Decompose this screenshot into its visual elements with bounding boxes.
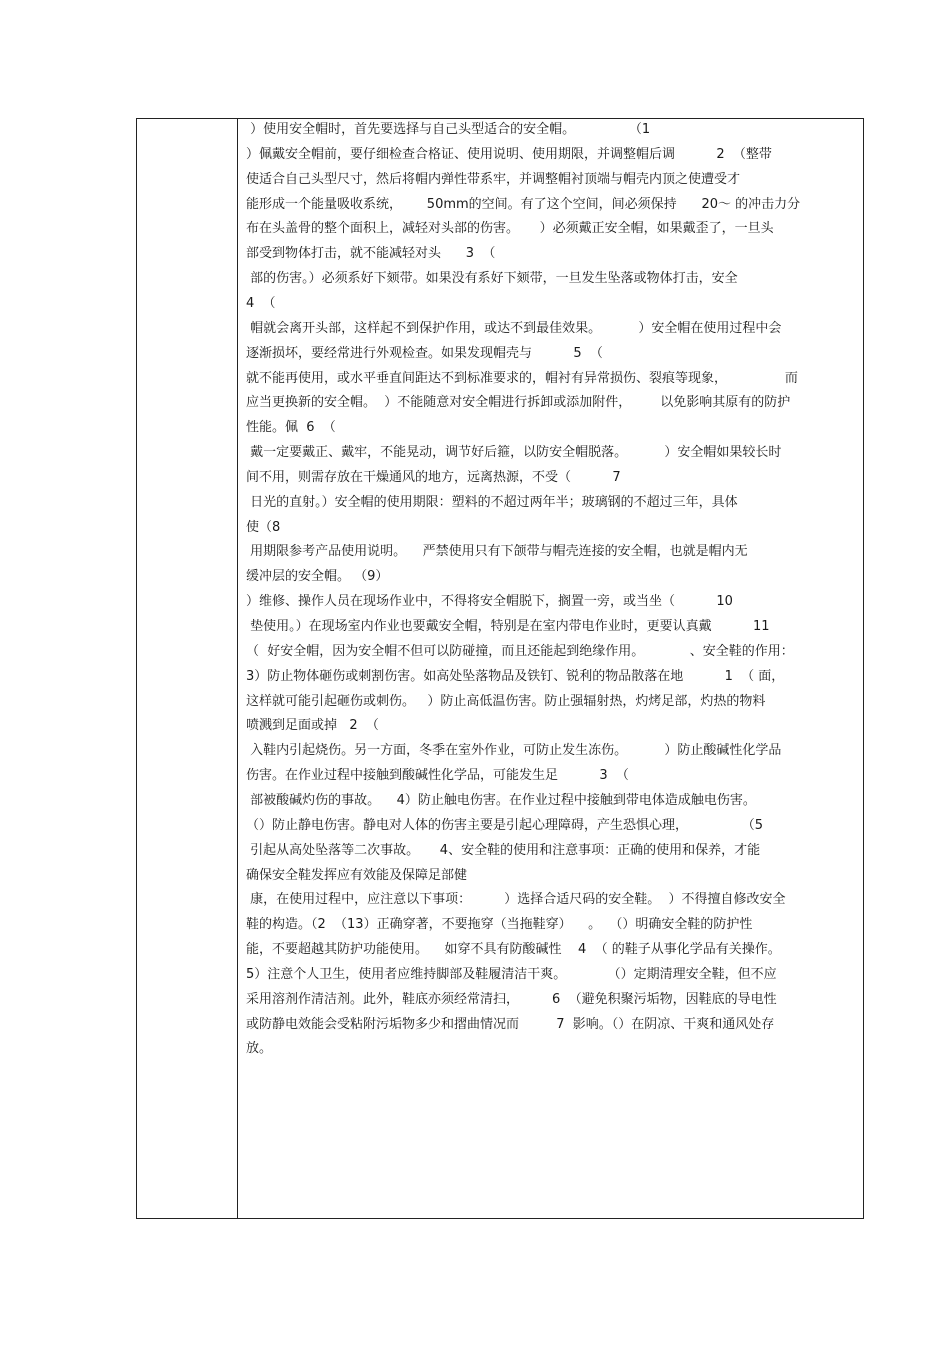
- text-line: 或防静电效能会受粘附污垢物多少和摺曲情况而 7 影响。（）在阴凉、干爽和通风处存: [246, 1016, 775, 1032]
- text-line: 逐渐损坏，要经常进行外观检查。如果发现帽壳与 5 （: [246, 345, 603, 361]
- text-line: ）使用安全帽时，首先要选择与自己头型适合的安全帽。 （1: [246, 122, 651, 137]
- text-line: 使适合自己头型尺寸，然后将帽内弹性带系牢，并调整帽衬顶端与帽壳内顶之使遭受才: [246, 171, 741, 187]
- text-line: 入鞋内引起烧伤。另一方面，冬季在室外作业，可防止发生冻伤。 ）防止酸碱性化学品: [246, 743, 782, 759]
- text-line: 3）防止物体砸伤或刺割伤害。如高处坠落物品及铁钉、锐利的物品散落在地 1 （ 面，: [246, 668, 785, 684]
- text-line: 用期限参考产品使用说明。 严禁使用只有下颌带与帽壳连接的安全帽，也就是帽内无: [246, 544, 748, 560]
- text-line: 能形成一个能量吸收系统， 50mm的空间。有了这个空间，间必须保持 20～ 的冲击力分: [246, 196, 801, 212]
- text-line: 部被酸碱灼伤的事故。 4）防止触电伤害。在作业过程中接触到带电体造成触电伤害。: [246, 792, 756, 808]
- text-line: 康，在使用过程中，应注意以下事项： ）选择合适尺码的安全鞋。 ）不得擅自修改安全: [246, 892, 786, 908]
- document-table: [136, 118, 864, 1219]
- text-line: 放。: [246, 1041, 273, 1057]
- text-line: （）防止静电伤害。静电对人体的伤害主要是引起心理障碍，产生恐惧心理， （5: [246, 817, 763, 833]
- text-line: 日光的直射。）安全帽的使用期限：塑料的不超过两年半；玻璃钢的不超过三年，具体: [246, 494, 738, 510]
- text-line: 部受到物体打击，就不能减轻对头 3 （: [246, 246, 496, 262]
- text-line: 帽就会离开头部，这样起不到保护作用，或达不到最佳效果。 ）安全帽在使用过程中会: [246, 320, 782, 336]
- text-line: ）维修、操作人员在现场作业中，不得将安全帽脱下，搁置一旁，或当坐（ 10: [246, 594, 733, 610]
- text-line: 部的伤害。）必须系好下颏带。如果没有系好下颏带，一旦发生坠落或物体打击，安全: [246, 271, 738, 287]
- text-line: 伤害。在作业过程中接触到酸碱性化学品，可能发生足 3 （: [246, 768, 629, 784]
- text-line: 使（8: [246, 519, 281, 535]
- left-column-cell: [137, 119, 238, 1218]
- text-line: 能，不要超越其防护功能使用。 如穿不具有防酸碱性 4 （ 的鞋子从事化学品有关操作。: [246, 942, 781, 958]
- text-line: 这样就可能引起砸伤或刺伤。 ）防止高低温伤害。防止强辐射热，灼烤足部，灼热的物料: [246, 693, 766, 709]
- text-line: 垫使用。）在现场室内作业也要戴安全帽，特别是在室内带电作业时，更要认真戴 11: [246, 619, 770, 634]
- text-line: ）佩戴安全帽前，要仔细检查合格证、使用说明、使用期限，并调整帽后调 2 （整带: [246, 146, 772, 162]
- text-line: 确保安全鞋发挥应有效能及保障足部健: [246, 867, 468, 883]
- text-line: 5）注意个人卫生，使用者应维持脚部及鞋履清洁干爽。 （）定期清理安全鞋，但不应: [246, 966, 777, 982]
- text-line: 应当更换新的安全帽。 ）不能随意对安全帽进行拆卸或添加附件， 以免影响其原有的防护: [246, 395, 791, 411]
- text-line: 缓冲层的安全帽。 （9）: [246, 569, 389, 585]
- text-line: 引起从高处坠落等二次事故。 4、安全鞋的使用和注意事项：正确的使用和保养，才能: [246, 842, 761, 858]
- text-line: 鞋的构造。（2 （13）正确穿著，不要拖穿（当拖鞋穿） 。 （）明确安全鞋的防护性: [246, 917, 753, 933]
- text-line: 喷溅到足面或掉 2 （: [246, 718, 379, 734]
- text-line: 布在头盖骨的整个面积上，减轻对头部的伤害。 ）必须戴正安全帽，如果戴歪了，一旦头: [246, 221, 774, 237]
- text-line: 就不能再使用，或水平垂直间距达不到标准要求的，帽衬有异常损伤、裂痕等现象， 而: [246, 370, 798, 386]
- text-line: 性能。佩 6 （: [246, 420, 336, 436]
- text-line: （ 好安全帽，因为安全帽不但可以防碰撞，而且还能起到绝缘作用。 、安全鞋的作用：: [246, 643, 794, 659]
- text-line: 采用溶剂作清洁剂。此外，鞋底亦须经常清扫， 6 （避免积聚污垢物，因鞋底的导电性: [246, 991, 777, 1007]
- text-line: 戴一定要戴正、戴牢，不能晃动，调节好后箍，以防安全帽脱落。 ）安全帽如果较长时: [246, 445, 782, 461]
- text-line: 间不用，则需存放在干燥通风的地方，远离热源，不受（ 7: [246, 469, 621, 485]
- text-line: 4 （: [246, 295, 276, 311]
